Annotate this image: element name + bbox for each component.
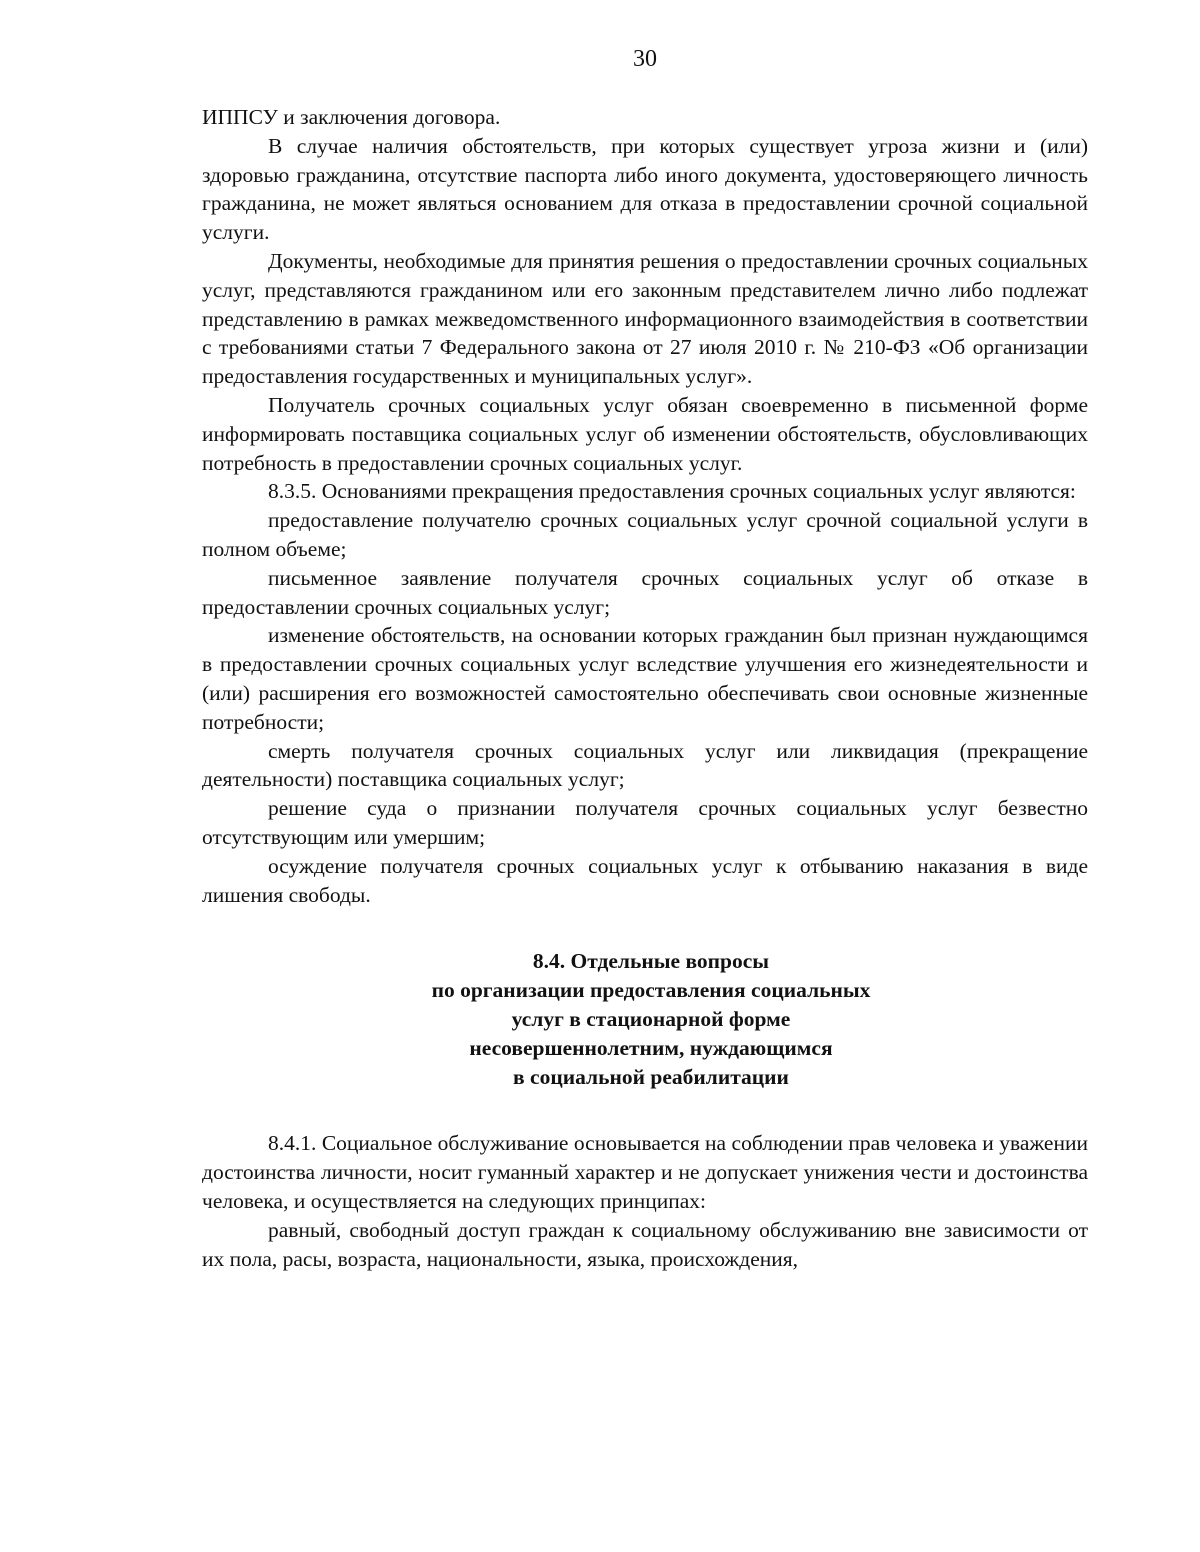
paragraph: В случае наличия обстоятельств, при которых существует угроза жизни и (или) здоровью гражданина, отсутствие паспорта либо иного документа, удостоверяющего личность гражданина, не может являться основанием для отказа в предоставлении срочной социальной услуги.: [202, 133, 1088, 245]
document-body: [202, 103, 1088, 1273]
section-heading: [202, 947, 1088, 1092]
list-item: решение суда о признании получателя срочных социальных услуг безвестно отсутствующим или умершим;: [202, 796, 1088, 849]
heading-line: по организации предоставления социальных: [431, 978, 871, 1003]
paragraph: 8.4.1. Социальное обслуживание основывается на соблюдении прав человека и уважении достоинства личности, носит гуманный характер и не допускает унижения чести и достоинства человека, и осуществляется на следующих принципах:: [202, 1131, 1088, 1213]
paragraph: ИППСУ и заключения договора.: [202, 105, 501, 129]
paragraph: 8.3.5. Основаниями прекращения предоставления срочных социальных услуг являются:: [268, 479, 1076, 504]
list-item: письменное заявление получателя срочных социальных услуг об отказе в предоставлении срочных социальных услуг;: [202, 565, 1088, 619]
paragraph: Документы, необходимые для принятия решения о предоставлении срочных социальных услуг, представляются гражданином или его законным представителем лично либо подлежат представлению в рамках межведомственного информационного взаимодействия в соответствии с требованиями статьи 7 Федерального закона от 27 июля 2010 г. № 210-ФЗ «Об организации предоставления государственных и муниципальных услуг».: [202, 248, 1088, 389]
heading-line: несовершеннолетним, нуждающимся: [469, 1036, 833, 1061]
list-item: осуждение получателя срочных социальных услуг к отбыванию наказания в виде лишения свободы.: [202, 853, 1088, 907]
paragraph: Получатель срочных социальных услуг обязан своевременно в письменной форме информировать поставщика социальных услуг об изменении обстоятельств, обусловливающих потребность в предоставлении срочных социальных услуг.: [202, 392, 1088, 475]
heading-line: услуг в стационарной форме: [511, 1007, 791, 1032]
heading-line: 8.4. Отдельные вопросы: [532, 949, 770, 974]
list-item: изменение обстоятельств, на основании которых гражданин был признан нуждающимся в предоставлении срочных социальных услуг вследствие улучшения его жизнедеятельности и (или) расширения его возможностей самостоятельно обеспечивать свои основные жизненные потребности;: [202, 623, 1088, 734]
list-item: предоставление получателю срочных социальных услуг срочной социальной услуги в полном объеме;: [202, 508, 1088, 561]
heading-line: в социальной реабилитации: [513, 1065, 789, 1090]
page-number: 30: [633, 46, 657, 72]
paragraph: равный, свободный доступ граждан к социальному обслуживанию вне зависимости от их пола, расы, возраста, национальности, языка, происхождения,: [202, 1217, 1088, 1271]
list-item: смерть получателя срочных социальных услуг или ликвидация (прекращение деятельности) поставщика социальных услуг;: [202, 738, 1088, 792]
